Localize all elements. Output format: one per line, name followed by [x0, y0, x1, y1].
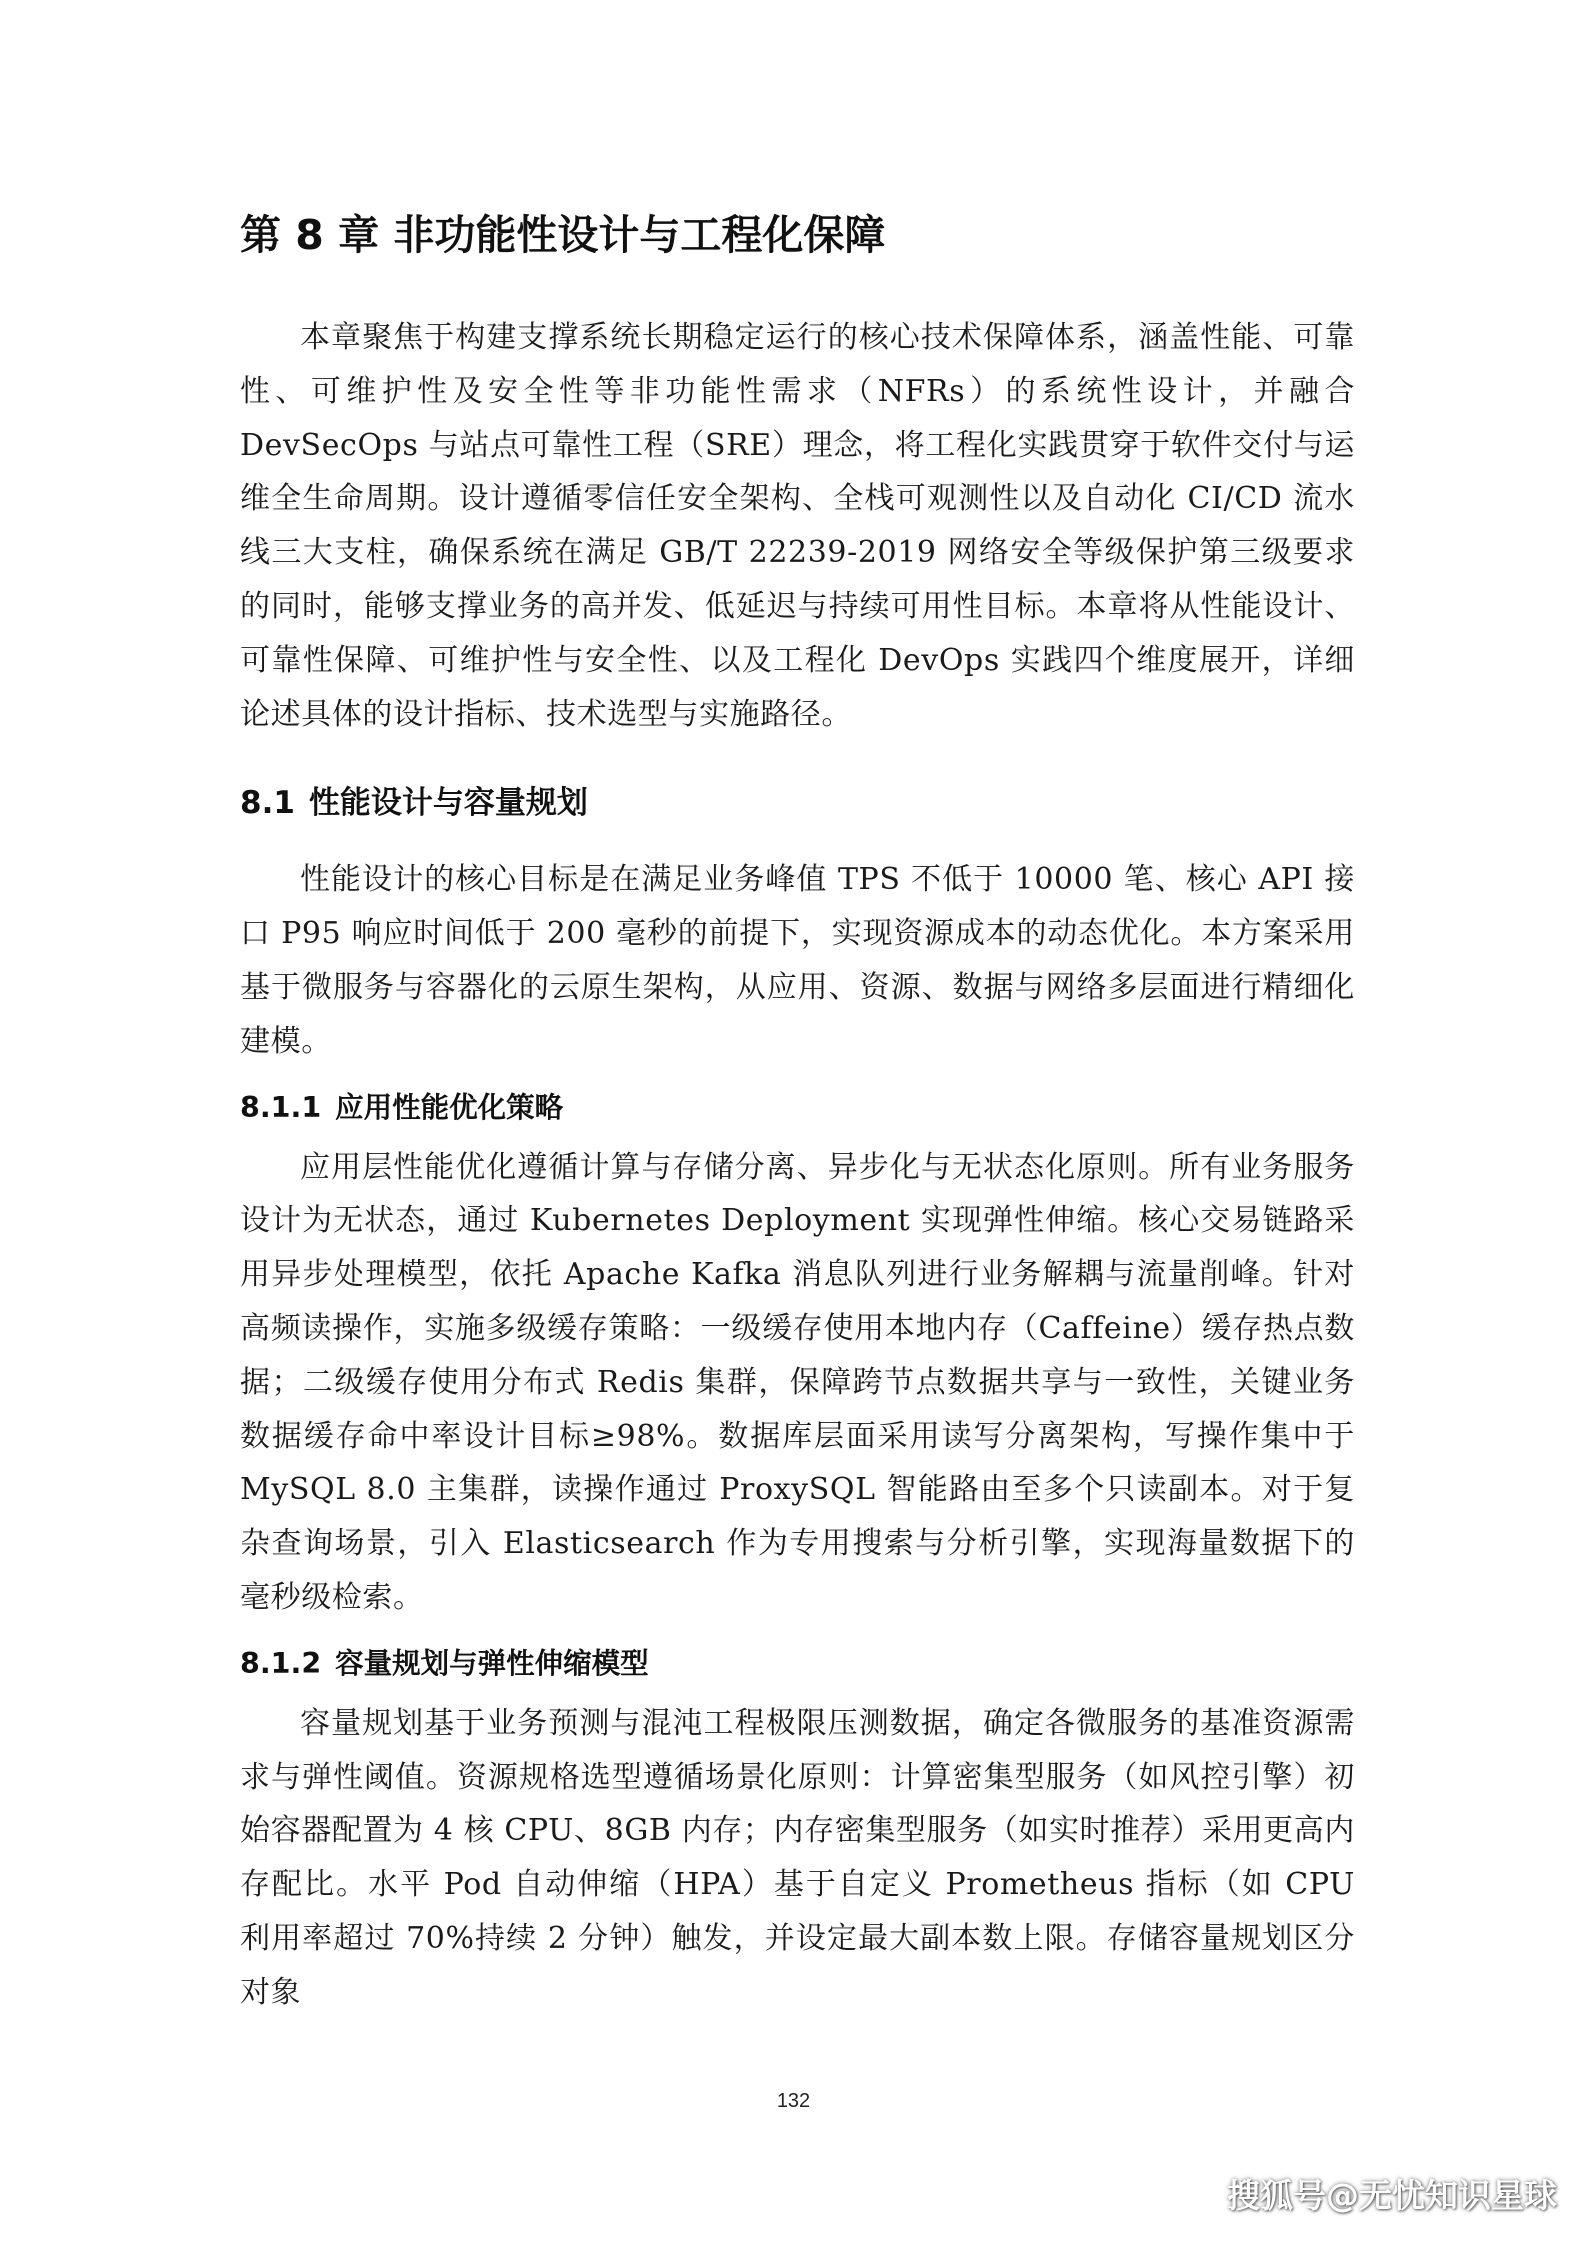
page-content	[240, 205, 1355, 2020]
page-number: 132	[776, 2090, 811, 2112]
subsection-title: 容量规划与弹性伸缩模型	[335, 1646, 649, 1680]
chapter-title: 第 8 章 非功能性设计与工程化保障	[240, 211, 886, 259]
section-number: 8.1	[240, 785, 295, 822]
subsection-heading-8-1-1	[240, 1085, 1355, 1131]
subsection-number: 8.1.2	[240, 1646, 322, 1680]
subsection-title: 应用性能优化策略	[335, 1090, 564, 1124]
watermark: 搜狐号@无忧知识星球	[1227, 2176, 1557, 2215]
subsection-heading-8-1-2	[240, 1641, 1355, 1687]
subsection-number: 8.1.1	[240, 1090, 322, 1124]
section-title: 性能设计与容量规划	[308, 785, 588, 822]
section-8-1-1-paragraph: 应用层性能优化遵循计算与存储分离、异步化与无状态化原则。所有业务服务设计为无状态，通过 Kubernetes Deployment 实现弹性伸缩。核心交易链路采用异步处理模型，依托 Apache Kafka 消息队列进行业务解耦与流量削峰。针对高频读操作，实施多级缓存策略：一级缓存使用本地内存（Caffeine）缓存热点数据；二级缓存使用分布式 Redis 集群，保障跨节点数据共享与一致性，关键业务数据缓存命中率设计目标≥98%。数据库层面采用读写分离架构，写操作集中于 MySQL 8.0 主集群，读操作通过 ProxySQL 智能路由至多个只读副本。对于复杂查询场景，引入 Elasticsearch 作为专用搜索与分析引擎，实现海量数据下的毫秒级检索。	[240, 1149, 1355, 1615]
section-8-1-paragraph: 性能设计的核心目标是在满足业务峰值 TPS 不低于 10000 笔、核心 API 接口 P95 响应时间低于 200 毫秒的前提下，实现资源成本的动态优化。本方案采用基于微服务与容器化的云原生架构，从应用、资源、数据与网络多层面进行精细化建模。	[240, 862, 1355, 1059]
section-8-1-2-paragraph: 容量规划基于业务预测与混沌工程极限压测数据，确定各微服务的基准资源需求与弹性阈值。资源规格选型遵循场景化原则：计算密集型服务（如风控引擎）初始容器配置为 4 核 CPU、8GB 内存；内存密集型服务（如实时推荐）采用更高内存配比。水平 Pod 自动伸缩（HPA）基于自定义 Prometheus 指标（如 CPU 利用率超过 70%持续 2 分钟）触发，并设定最大副本数上限。存储容量规划区分对象	[240, 1705, 1355, 2010]
section-heading-8-1	[240, 778, 1355, 828]
chapter-intro-paragraph: 本章聚焦于构建支撑系统长期稳定运行的核心技术保障体系，涵盖性能、可靠性、可维护性及安全性等非功能性需求（NFRs）的系统性设计，并融合 DevSecOps 与站点可靠性工程（SRE）理念，将工程化实践贯穿于软件交付与运维全生命周期。设计遵循零信任安全架构、全栈可观测性以及自动化 CI/CD 流水线三大支柱，确保系统在满足 GB/T 22239-2019 网络安全等级保护第三级要求的同时，能够支撑业务的高并发、低延迟与持续可用性目标。本章将从性能设计、可靠性保障、可维护性与安全性、以及工程化 DevOps 实践四个维度展开，详细论述具体的设计指标、技术选型与实施路径。	[240, 320, 1355, 732]
